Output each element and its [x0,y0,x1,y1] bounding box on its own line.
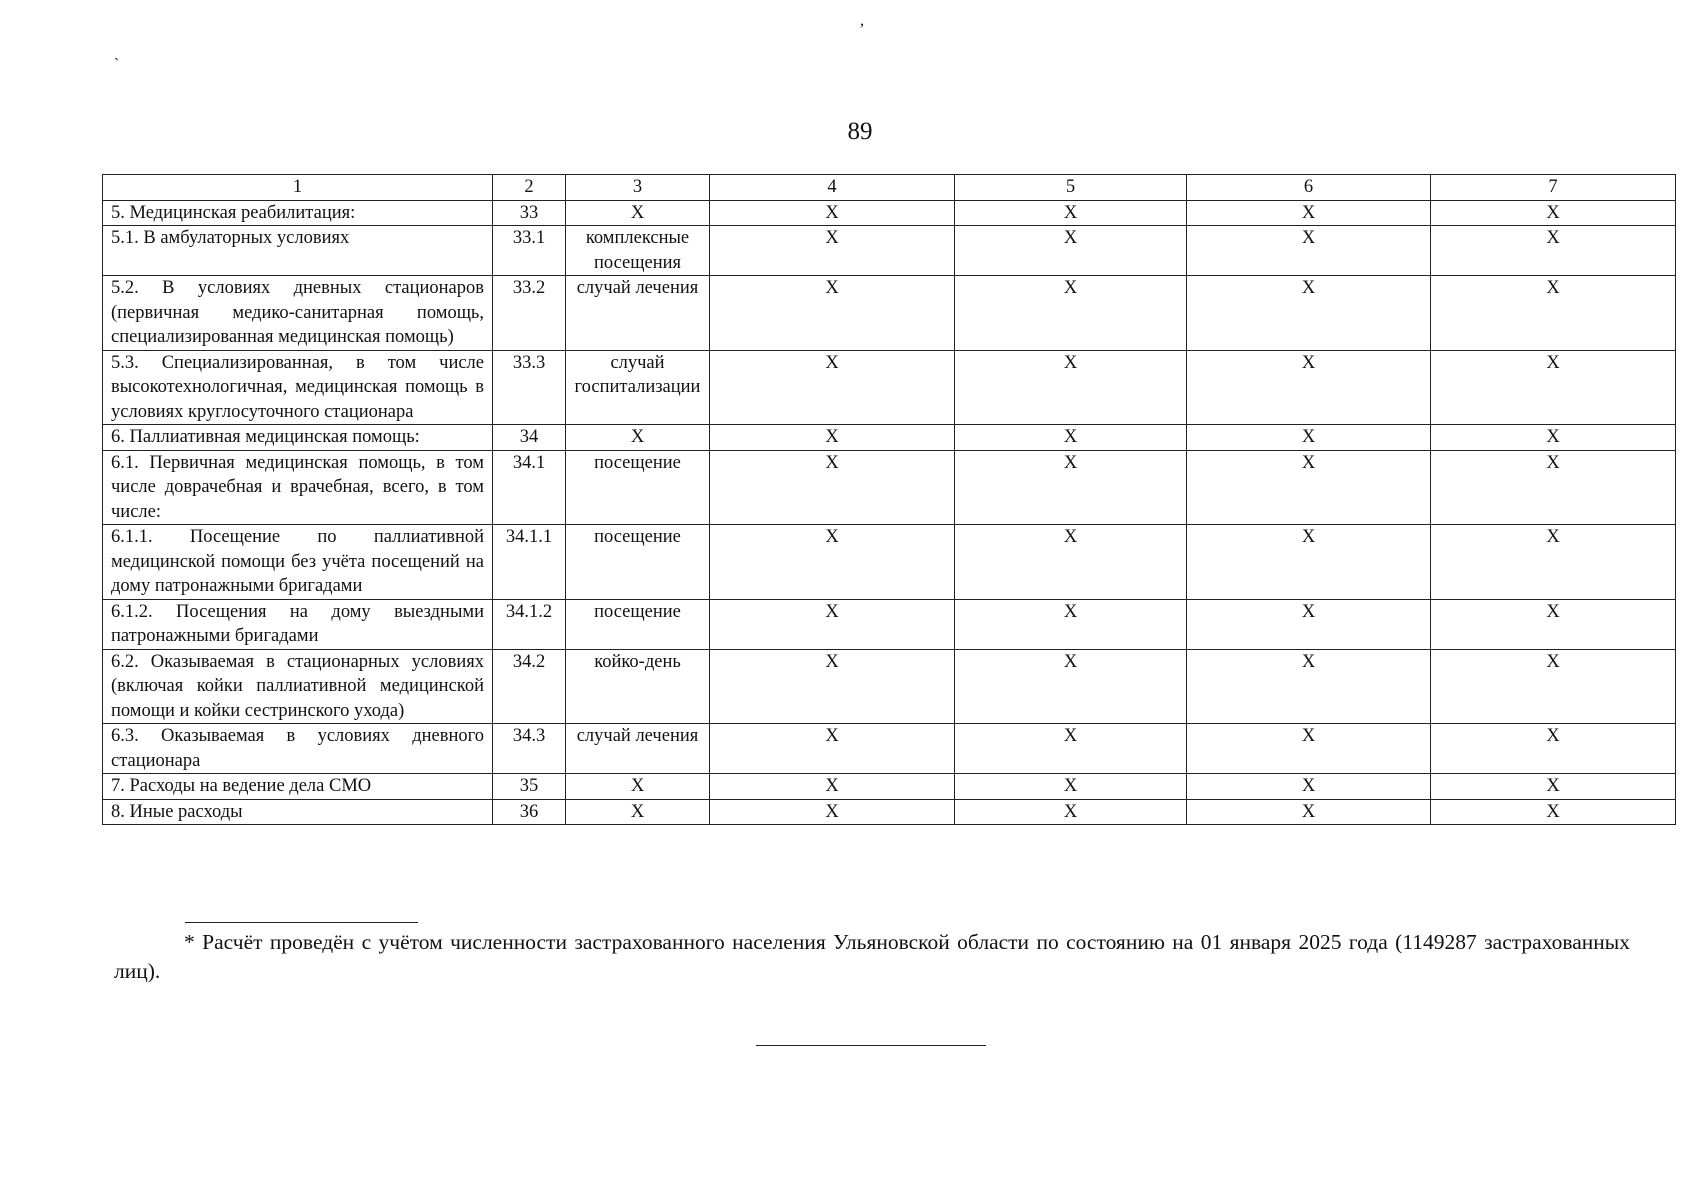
row-name-cell: 6. Паллиативная медицинская помощь: [103,425,493,451]
row-code-cell: 33.2 [493,276,566,351]
row-unit-cell: койко-день [566,649,710,724]
row-unit-cell: случай лечения [566,724,710,774]
row-col5-cell: X [955,276,1187,351]
row-col5-cell: X [955,200,1187,226]
row-col5-cell: X [955,450,1187,525]
row-code-cell: 34.1.1 [493,525,566,600]
row-col4-cell: X [710,450,955,525]
header-col-2: 2 [493,175,566,201]
table-row [103,350,1676,425]
table-body [103,175,1676,825]
row-unit-cell: X [566,200,710,226]
footnote: * Расчёт проведён с учётом численности застрахованного населения Ульяновской области по состоянию на 01 января 2025 года (1149287 застрахованных лиц). [114,930,1630,983]
table-row [103,774,1676,800]
row-col7-cell: X [1431,276,1676,351]
row-col6-cell: X [1187,200,1431,226]
row-name-cell: 5.2. В условиях дневных стационаров (первичная медико-санитарная помощь, специализированная медицинская помощь) [103,276,493,351]
row-col5-cell: X [955,799,1187,825]
row-col6-cell: X [1187,599,1431,649]
row-code-cell: 34.1 [493,450,566,525]
row-col6-cell: X [1187,226,1431,276]
row-code-cell: 33.1 [493,226,566,276]
row-name-cell: 6.1.1. Посещение по паллиативной медицинской помощи без учёта посещений на дому патронажными бригадами [103,525,493,600]
row-code-cell: 34.2 [493,649,566,724]
page-number: 89 [847,118,873,145]
row-col6-cell: X [1187,425,1431,451]
row-name-cell: 6.2. Оказываемая в стационарных условиях (включая койки паллиативной медицинской помощи и койки сестринского ухода) [103,649,493,724]
table-row [103,200,1676,226]
header-row [103,175,1676,201]
table-row [103,226,1676,276]
row-name-cell: 8. Иные расходы [103,799,493,825]
header-col-6: 6 [1187,175,1431,201]
table-row [103,724,1676,774]
row-col5-cell: X [955,226,1187,276]
row-code-cell: 33.3 [493,350,566,425]
table-row [103,799,1676,825]
table-row [103,276,1676,351]
row-col5-cell: X [955,525,1187,600]
row-col5-cell: X [955,724,1187,774]
row-col7-cell: X [1431,649,1676,724]
row-col6-cell: X [1187,774,1431,800]
row-col6-cell: X [1187,276,1431,351]
row-code-cell: 35 [493,774,566,800]
row-col6-cell: X [1187,724,1431,774]
end-rule [756,1045,986,1046]
table-row [103,450,1676,525]
row-col4-cell: X [710,425,955,451]
header-col-7: 7 [1431,175,1676,201]
row-unit-cell: посещение [566,599,710,649]
row-col7-cell: X [1431,450,1676,525]
row-col5-cell: X [955,774,1187,800]
row-unit-cell: случай госпитализации [566,350,710,425]
row-col7-cell: X [1431,724,1676,774]
row-col5-cell: X [955,649,1187,724]
row-col7-cell: X [1431,599,1676,649]
row-col4-cell: X [710,276,955,351]
header-col-5: 5 [955,175,1187,201]
row-code-cell: 34.3 [493,724,566,774]
row-col7-cell: X [1431,799,1676,825]
row-code-cell: 33 [493,200,566,226]
table-row [103,599,1676,649]
header-col-3: 3 [566,175,710,201]
row-code-cell: 34 [493,425,566,451]
row-col4-cell: X [710,525,955,600]
row-col6-cell: X [1187,450,1431,525]
row-name-cell: 7. Расходы на ведение дела СМО [103,774,493,800]
row-col7-cell: X [1431,200,1676,226]
row-col7-cell: X [1431,425,1676,451]
row-col6-cell: X [1187,350,1431,425]
row-col4-cell: X [710,226,955,276]
row-unit-cell: посещение [566,525,710,600]
row-col7-cell: X [1431,525,1676,600]
row-col4-cell: X [710,599,955,649]
row-name-cell: 5. Медицинская реабилитация: [103,200,493,226]
row-unit-cell: комплексные посещения [566,226,710,276]
row-col4-cell: X [710,350,955,425]
row-unit-cell: X [566,425,710,451]
row-name-cell: 6.3. Оказываемая в условиях дневного стационара [103,724,493,774]
row-unit-cell: X [566,774,710,800]
table-row [103,425,1676,451]
row-col6-cell: X [1187,525,1431,600]
row-col4-cell: X [710,200,955,226]
row-unit-cell: посещение [566,450,710,525]
row-col5-cell: X [955,425,1187,451]
top-mark: , [860,12,864,29]
row-col5-cell: X [955,599,1187,649]
row-col5-cell: X [955,350,1187,425]
row-col4-cell: X [710,799,955,825]
data-table [102,174,1676,825]
row-col4-cell: X [710,649,955,724]
row-col7-cell: X [1431,226,1676,276]
row-col6-cell: X [1187,799,1431,825]
row-col4-cell: X [710,774,955,800]
header-col-1: 1 [103,175,493,201]
table-row [103,649,1676,724]
row-code-cell: 36 [493,799,566,825]
header-col-4: 4 [710,175,955,201]
row-col7-cell: X [1431,350,1676,425]
row-name-cell: 6.1.2. Посещения на дому выездными патронажными бригадами [103,599,493,649]
footnote-divider [185,922,418,923]
row-name-cell: 6.1. Первичная медицинская помощь, в том числе доврачебная и врачебная, всего, в том числе: [103,450,493,525]
row-col6-cell: X [1187,649,1431,724]
table-row [103,525,1676,600]
row-unit-cell: случай лечения [566,276,710,351]
left-mark: ` [114,56,120,73]
row-col4-cell: X [710,724,955,774]
row-name-cell: 5.1. В амбулаторных условиях [103,226,493,276]
row-code-cell: 34.1.2 [493,599,566,649]
row-unit-cell: X [566,799,710,825]
row-name-cell: 5.3. Специализированная, в том числе высокотехнологичная, медицинская помощь в условиях круглосуточного стационара [103,350,493,425]
row-col7-cell: X [1431,774,1676,800]
